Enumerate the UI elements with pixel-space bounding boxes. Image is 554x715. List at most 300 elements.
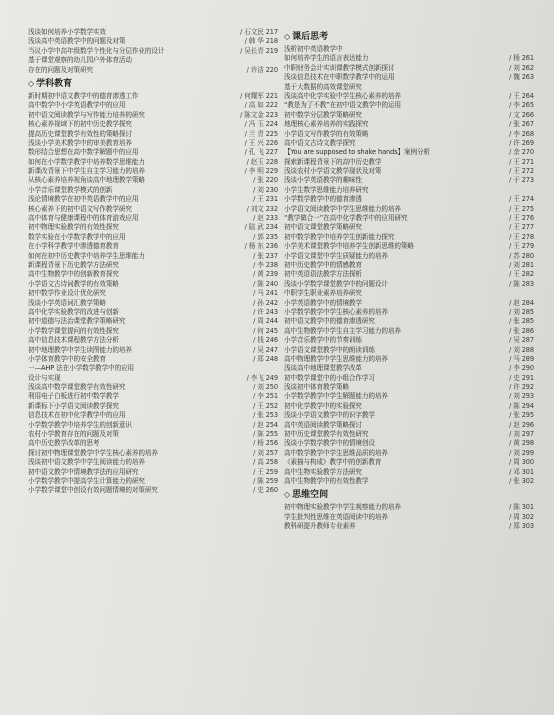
entry-title: 小学语文写作教学的有效策略 bbox=[284, 129, 369, 138]
entry-author-page: / 刘 281 bbox=[509, 260, 534, 269]
entry-author-page: / 王 272 bbox=[509, 167, 534, 176]
entry-author-page: / 赵 254 bbox=[253, 420, 278, 429]
toc-entry bbox=[28, 92, 278, 101]
entry-author-page: / 刘 262 bbox=[509, 63, 534, 72]
entry-title: “教学做合一”在高中化学教学中的应用研究 bbox=[284, 214, 408, 223]
toc-entry bbox=[284, 289, 534, 298]
entry-title: 浅谈农村小学语文教学现状及对策 bbox=[284, 167, 382, 176]
entry-title: 小学语文古诗词教学的有效策略 bbox=[28, 279, 119, 288]
entry-title: 初中化学教学中的实验探究 bbox=[284, 401, 362, 410]
toc-entry bbox=[28, 111, 278, 120]
toc-entry bbox=[28, 252, 278, 261]
diamond-icon: ◇ bbox=[284, 32, 291, 41]
toc-entry bbox=[28, 383, 278, 392]
entry-author-page: / 兰 青 225 bbox=[244, 129, 278, 138]
toc-entry bbox=[284, 223, 534, 232]
entry-author-page: / 郑 303 bbox=[509, 522, 534, 531]
entry-author-page: / 马 241 bbox=[253, 289, 278, 298]
entry-author-page: / 王 252 bbox=[253, 401, 278, 410]
entry-title: 小学生数学思维能力培养研究 bbox=[284, 185, 369, 194]
entry-author-page: / 吴 247 bbox=[253, 345, 278, 354]
toc-entry bbox=[284, 280, 534, 289]
entry-title: 新课改背景下中学生自主学习能力的培养 bbox=[28, 167, 145, 176]
entry-title: 初中英语语法教学方法探析 bbox=[284, 270, 362, 279]
toc-entry bbox=[284, 54, 534, 63]
entry-author-page: / 王 278 bbox=[509, 232, 534, 241]
entry-author-page: / 许洁 220 bbox=[246, 65, 278, 74]
toc-entry bbox=[28, 374, 278, 383]
entry-author-page: / 刘文 232 bbox=[246, 204, 278, 213]
entry-author-page: / 许 292 bbox=[509, 383, 534, 392]
toc-entry bbox=[284, 299, 534, 308]
entry-author-page: / 王 276 bbox=[509, 214, 534, 223]
entry-author-page: / 杨 256 bbox=[253, 439, 278, 448]
toc-entry bbox=[284, 411, 534, 420]
toc-entry bbox=[284, 92, 534, 101]
entry-author-page: / 刘 299 bbox=[509, 448, 534, 457]
toc-entry bbox=[28, 439, 278, 448]
toc-entry bbox=[28, 270, 278, 279]
entry-title: 中职学生职业素养培养研究 bbox=[284, 289, 362, 298]
entry-author-page: / 赵 233 bbox=[253, 214, 278, 223]
entry-author-page: / 赵 284 bbox=[509, 298, 534, 307]
entry-author-page: / 周 300 bbox=[509, 458, 534, 467]
toc-entry bbox=[28, 430, 278, 439]
entry-title: 小学英语教学中的情境教学 bbox=[284, 298, 362, 307]
toc-entry bbox=[284, 214, 534, 223]
right-column bbox=[284, 28, 534, 532]
toc-entry bbox=[28, 158, 278, 167]
section-heading-after-class: ◇ 课后思考 bbox=[284, 32, 329, 42]
entry-title: 小学数学课堂提问的有效性探究 bbox=[28, 326, 119, 335]
entry-title: 基于大数据的高效课堂研究 bbox=[284, 82, 362, 91]
toc-entry bbox=[28, 355, 278, 364]
entry-title: 浅谈小学数学教学中的情境创设 bbox=[284, 439, 375, 448]
entry-title: 浅论情境教学在初中英语教学中的应用 bbox=[28, 195, 139, 204]
entry-author-page: / 李飞 249 bbox=[246, 373, 278, 382]
entry-author-page: / 黄 298 bbox=[509, 439, 534, 448]
entry-author-page: / 王 277 bbox=[509, 223, 534, 232]
toc-entry bbox=[28, 101, 278, 110]
entry-author-page: / 许 243 bbox=[253, 307, 278, 316]
entry-title: 高中体育与健康课程中的体育游戏应用 bbox=[28, 214, 139, 223]
entry-title: 浅谈小学语文教学中的识字教学 bbox=[284, 411, 375, 420]
entry-title: 小学数学教学中学生核心素养的培养 bbox=[284, 307, 388, 316]
toc-entry bbox=[284, 167, 534, 176]
entry-author-page: / 李 238 bbox=[253, 260, 278, 269]
toc-entry bbox=[28, 130, 278, 139]
toc-entry bbox=[284, 252, 534, 261]
toc-entry bbox=[284, 317, 534, 326]
toc-entry bbox=[28, 120, 278, 129]
entry-title: 初中地理教学中学生读图能力的培养 bbox=[28, 345, 132, 354]
entry-title: 学生批判性思维在英语阅读中的培养 bbox=[284, 512, 388, 521]
entry-title: 高中数学中小学英语教学中的应用 bbox=[28, 101, 126, 110]
entry-title: 当议小学中高年级数学个性化与分层作业的设计 bbox=[28, 46, 165, 55]
entry-author-page: / 刘 230 bbox=[253, 185, 278, 194]
entry-author-page: / 赵玉 228 bbox=[246, 157, 278, 166]
toc-entry bbox=[28, 308, 278, 317]
entry-author-page: / 刘 250 bbox=[253, 383, 278, 392]
entry-title: 中职财务会计实训课教学模式创新探讨 bbox=[284, 63, 395, 72]
toc-entry bbox=[284, 336, 534, 345]
toc-entry bbox=[28, 37, 278, 46]
entry-author-page: / 张 295 bbox=[509, 411, 534, 420]
entry-author-page: / 李 265 bbox=[509, 101, 534, 110]
toc-entry bbox=[284, 513, 534, 522]
toc-entry bbox=[28, 402, 278, 411]
entry-author-page: / 许 269 bbox=[509, 138, 534, 147]
toc-entry bbox=[28, 205, 278, 214]
entry-title: 初中数学作业设计优化研究 bbox=[28, 289, 106, 298]
entry-author-page: / 王 274 bbox=[509, 195, 534, 204]
entry-author-page: / 魏 263 bbox=[509, 73, 534, 82]
entry-title: 高中生物实验教学方法研究 bbox=[284, 467, 362, 476]
entry-author-page: / 高 258 bbox=[253, 458, 278, 467]
toc-entry bbox=[28, 28, 278, 37]
entry-author-page: / 张 253 bbox=[253, 411, 278, 420]
entry-author-page: / 杨 东 236 bbox=[244, 242, 278, 251]
toc-entry bbox=[28, 167, 278, 176]
entry-title: 初中数学课堂中的小组合作学习 bbox=[284, 373, 375, 382]
toc-entry bbox=[284, 205, 534, 214]
entry-author-page: / 王 279 bbox=[509, 242, 534, 251]
entry-author-page: / 陈 283 bbox=[509, 279, 534, 288]
toc-entry bbox=[284, 327, 534, 336]
toc-entry bbox=[28, 66, 278, 75]
entry-author-page: / 石文民 217 bbox=[240, 28, 278, 36]
entry-title: “教是为了不教”在初中语文教学中的运用 bbox=[284, 101, 402, 110]
continued-entries bbox=[284, 317, 534, 486]
entry-title: 高中生物教学中的创新教育探究 bbox=[28, 270, 119, 279]
entry-title: 浅谈小学美术教学中的审美教育培养 bbox=[28, 138, 132, 147]
entry-author-page: / 张 302 bbox=[509, 476, 534, 485]
toc-entry bbox=[28, 477, 278, 486]
toc-entry bbox=[284, 139, 534, 148]
entry-author-page: / 王 264 bbox=[509, 91, 534, 100]
entry-author-page: / 马 289 bbox=[509, 354, 534, 363]
entry-author-page: / 陈 255 bbox=[253, 430, 278, 439]
entry-title: 高中化学实验教学的改进与创新 bbox=[28, 307, 119, 316]
toc-entry bbox=[284, 308, 534, 317]
entry-title: 浅谈小学英语教学的趣味性 bbox=[284, 176, 362, 185]
entry-author-page: / 刘 285 bbox=[509, 307, 534, 316]
toc-entry bbox=[28, 280, 278, 289]
entry-title: 浅谈如何培养小学数学实效 bbox=[28, 28, 106, 36]
entry-author-page: / 李 251 bbox=[253, 392, 278, 401]
entry-author-page: / 钱 246 bbox=[253, 336, 278, 345]
toc-entry bbox=[284, 374, 534, 383]
toc-entry bbox=[28, 139, 278, 148]
entry-title: 提高历史课堂教学有效性的策略探讨 bbox=[28, 129, 132, 138]
toc-entry bbox=[28, 223, 278, 232]
entry-title: 基于课堂观察的幼儿园户外体育活动 bbox=[28, 56, 132, 65]
entry-author-page: / 王 271 bbox=[509, 157, 534, 166]
entry-author-page: / 刘 297 bbox=[509, 430, 534, 439]
entry-title: 核心素养视域下的初中历史教学探究 bbox=[28, 120, 132, 129]
toc-entry bbox=[28, 299, 278, 308]
entry-title: 小学语文课堂中学生质疑能力的培养 bbox=[284, 251, 388, 260]
entry-title: 小学数学教学中提高学生计算能力的研究 bbox=[28, 476, 145, 485]
entry-author-page: / 王 275 bbox=[509, 204, 534, 213]
toc-entry bbox=[284, 468, 534, 477]
toc-entry bbox=[28, 242, 278, 251]
entry-title: 地理核心素养培养的实践探究 bbox=[284, 120, 369, 129]
entry-author-page: / 刘 293 bbox=[509, 392, 534, 401]
entry-author-page: / 李 290 bbox=[509, 364, 534, 373]
entry-author-page: / 赵 296 bbox=[509, 420, 534, 429]
entry-title: 浅谈信息技术在中职数学教学中的运用 bbox=[284, 73, 395, 82]
toc-entry bbox=[28, 176, 278, 185]
entry-title: 初中历史课堂教学有效性研究 bbox=[284, 430, 369, 439]
entry-author-page: / 王 259 bbox=[253, 467, 278, 476]
entry-author-page: / 韩 华 218 bbox=[244, 37, 278, 46]
entry-author-page: / 张 237 bbox=[253, 251, 278, 260]
entry-title: 高中语文古诗文教学探究 bbox=[284, 138, 356, 147]
entry-author-page: / 王 兴 226 bbox=[244, 138, 278, 147]
entry-author-page: / 周 244 bbox=[253, 317, 278, 326]
entry-title: 高中英语阅读教学策略探讨 bbox=[284, 420, 362, 429]
entry-author-page: / 高 如 222 bbox=[244, 101, 278, 110]
entry-author-page: / 周 302 bbox=[509, 512, 534, 521]
toc-entry bbox=[284, 477, 534, 486]
entry-author-page: / 史 291 bbox=[509, 373, 534, 382]
entry-title: 数学实验在小学数学教学中的应用 bbox=[28, 232, 126, 241]
entry-title: 设计与实现 bbox=[28, 373, 61, 382]
entry-author-page: / 文 266 bbox=[509, 110, 534, 119]
left-column bbox=[28, 28, 278, 496]
entry-title: 初中语文阅读教学与写作能力培养的研究 bbox=[28, 110, 145, 119]
entry-author-page: / 余 270 bbox=[509, 148, 534, 157]
entry-title: 浅析初中英语教学中 bbox=[284, 45, 343, 53]
entry-author-page: / 陈 301 bbox=[509, 503, 534, 512]
entry-title: 【You are supposed to shake hands】案例分析 bbox=[284, 148, 431, 157]
entry-title: 初中道德与法治课堂教学策略研究 bbox=[28, 317, 126, 326]
thinking-space-entries bbox=[284, 503, 534, 531]
entry-title: 在小学科学教学中渗透德育教育 bbox=[28, 242, 119, 251]
toc-entry bbox=[284, 503, 534, 512]
toc-entry bbox=[284, 83, 534, 92]
entry-title: 小学数学教学中学生解题能力的培养 bbox=[284, 392, 388, 401]
entry-title: 小学语文阅读教学中学生思维能力的培养 bbox=[284, 204, 401, 213]
entry-title: 探索新课程背景下的高中历史教学 bbox=[284, 157, 382, 166]
toc-entry bbox=[28, 289, 278, 298]
toc-entry bbox=[28, 195, 278, 204]
toc-entry bbox=[284, 383, 534, 392]
toc-entry bbox=[28, 364, 278, 373]
entry-author-page: / 陈 240 bbox=[253, 279, 278, 288]
entry-title: 新时期初中语文教学中的德育渗透工作 bbox=[28, 91, 139, 100]
toc-entry bbox=[284, 364, 534, 373]
entry-author-page: / 史 260 bbox=[253, 486, 278, 495]
entry-author-page: / 何耀军 221 bbox=[240, 91, 278, 100]
entry-author-page: / 张 267 bbox=[509, 120, 534, 129]
toc-entry bbox=[284, 195, 534, 204]
entry-title: 浅谈初中体育教学策略 bbox=[284, 383, 349, 392]
entry-title: 初中数学教学中培养学生创新能力探究 bbox=[284, 232, 395, 241]
toc-entry bbox=[284, 261, 534, 270]
toc-entry bbox=[284, 73, 534, 82]
entry-author-page: / 吴 287 bbox=[509, 336, 534, 345]
entry-title: 新课程背景下历史教学方法研究 bbox=[28, 260, 119, 269]
toc-entry bbox=[28, 327, 278, 336]
entry-author-page: / 刘 257 bbox=[253, 448, 278, 457]
entry-author-page: / 苏 280 bbox=[509, 251, 534, 260]
toc-entry bbox=[28, 214, 278, 223]
diamond-icon: ◇ bbox=[284, 490, 291, 500]
toc-entry bbox=[284, 522, 534, 531]
toc-entry bbox=[28, 186, 278, 195]
entry-title: 教科研提升教师专业素养 bbox=[284, 522, 356, 531]
entry-author-page: / 郑 248 bbox=[253, 354, 278, 363]
toc-entry bbox=[284, 176, 534, 185]
entry-author-page: / 何 245 bbox=[253, 326, 278, 335]
entry-title: 利用电子白板进行初中数学教学 bbox=[28, 392, 119, 401]
entry-author-page: / 陈 294 bbox=[509, 401, 534, 410]
toc-entry bbox=[28, 346, 278, 355]
entry-author-page: / 吴长青 219 bbox=[240, 46, 278, 55]
toc-entry bbox=[284, 101, 534, 110]
toc-entry bbox=[28, 421, 278, 430]
entry-title: 初中语文教学中情境教学法的应用研究 bbox=[28, 467, 139, 476]
toc-entry bbox=[284, 270, 534, 279]
toc-entry bbox=[28, 317, 278, 326]
entry-title: 初中物理实验教学的有效性探究 bbox=[28, 223, 119, 232]
entry-title: 《素描与构成》教学中的创新教育 bbox=[284, 458, 382, 467]
after-class-entries bbox=[284, 45, 534, 317]
entry-title: 探讨初中物理课堂教学中学生核心素养的培养 bbox=[28, 448, 158, 457]
entry-title: 初中历史教学中的情感教育 bbox=[284, 260, 362, 269]
toc-entry bbox=[284, 130, 534, 139]
toc-entry bbox=[284, 120, 534, 129]
entry-title: 数形结合思想在高中数学解题中的应用 bbox=[28, 148, 139, 157]
toc-entry bbox=[28, 468, 278, 477]
toc-entry bbox=[28, 148, 278, 157]
entry-author-page: / 张 220 bbox=[253, 176, 278, 185]
toc-entry bbox=[284, 64, 534, 73]
entry-title: 浅谈高中数学课堂教学有效性研究 bbox=[28, 383, 126, 392]
entry-title: 高中生物教学中学生自主学习能力的培养 bbox=[284, 326, 401, 335]
entry-title: 小学数学教学中的德育渗透 bbox=[284, 195, 362, 204]
entry-title: 如何培养学生的语言表达能力 bbox=[284, 54, 369, 63]
subject-education-entries bbox=[28, 92, 278, 496]
entry-title: 高中生物教学中的有效性教学 bbox=[284, 476, 369, 485]
toc-entry bbox=[28, 233, 278, 242]
entry-title: 如何在小学数学教学中培养数学思维能力 bbox=[28, 157, 145, 166]
section-heading-thinking-space: ◇ 思维空间 bbox=[284, 490, 329, 501]
entry-title: 浅谈小学数学课堂教学中的问题设计 bbox=[284, 279, 388, 288]
toc-entry bbox=[284, 430, 534, 439]
toc-entry bbox=[28, 486, 278, 495]
entry-author-page: / 王 282 bbox=[509, 270, 534, 279]
entry-title: 新课标下小学语文阅读教学探究 bbox=[28, 401, 119, 410]
entry-title: 高中数学教学中学生思维品质的培养 bbox=[284, 448, 388, 457]
toc-entry bbox=[284, 439, 534, 448]
entry-title: 农村小学教育存在的问题及对策 bbox=[28, 430, 119, 439]
toc-entry bbox=[28, 411, 278, 420]
entry-author-page: / 陈文金 223 bbox=[240, 110, 278, 119]
entry-title: 初中物理实验教学中学生观察能力的培养 bbox=[284, 503, 401, 512]
entry-title: 初中语文教学中的德育渗透研究 bbox=[284, 317, 375, 326]
toc-entry bbox=[28, 47, 278, 56]
toc-entry bbox=[284, 45, 534, 54]
entry-title: 从核心素养培养视角谈高中地理教学策略 bbox=[28, 176, 145, 185]
entry-author-page: / 刘 288 bbox=[509, 345, 534, 354]
toc-entry bbox=[284, 449, 534, 458]
entry-title: 小学数学课堂中创设有效问题情境的对策研究 bbox=[28, 486, 158, 495]
toc-entry bbox=[284, 158, 534, 167]
toc-entry bbox=[284, 402, 534, 411]
toc-entry bbox=[28, 458, 278, 467]
entry-author-page: / 张 285 bbox=[509, 317, 534, 326]
entry-title: 小学音乐课堂教学模式的创新 bbox=[28, 185, 113, 194]
left-top-entries bbox=[28, 28, 278, 75]
entry-author-page: / 杨 261 bbox=[509, 54, 534, 63]
entry-title: 核心素养下的初中语文写作教学研究 bbox=[28, 204, 132, 213]
toc-entry bbox=[284, 346, 534, 355]
toc-entry bbox=[284, 233, 534, 242]
entry-author-page: / 王 231 bbox=[253, 195, 278, 204]
entry-author-page: / 陆 武 234 bbox=[244, 223, 278, 232]
entry-title: 高中信息技术课程教学方法分析 bbox=[28, 336, 119, 345]
entry-title: 浅谈高中英语教学中的问题及对策 bbox=[28, 37, 126, 46]
toc-entry bbox=[284, 392, 534, 401]
entry-title: 小学体育教学中的安全教育 bbox=[28, 354, 106, 363]
entry-title: 浅谈高中化学实验中学生核心素养的培养 bbox=[284, 91, 401, 100]
entry-title: 浅谈高中地理课堂教学改革 bbox=[284, 364, 362, 373]
entry-title: 小学数学教学中培养学生的创新意识 bbox=[28, 420, 132, 429]
entry-title: 小学美术课堂教学中培养学生创新思维的策略 bbox=[284, 242, 414, 251]
toc-entry bbox=[284, 111, 534, 120]
entry-author-page: / 邓 301 bbox=[509, 467, 534, 476]
entry-title: 初中语文课堂教学策略研究 bbox=[284, 223, 362, 232]
entry-author-page: / 郭 235 bbox=[253, 232, 278, 241]
entry-title: 如何在初中历史教学中培养学生思维能力 bbox=[28, 251, 145, 260]
entry-author-page: / 于 273 bbox=[509, 176, 534, 185]
entry-title: 一—AHP 法在小学数学教学中的应用 bbox=[28, 364, 135, 373]
entry-author-page: / 冯 玉 224 bbox=[244, 120, 278, 129]
entry-author-page: / 孙 242 bbox=[253, 298, 278, 307]
entry-title: 初中数学分层教学策略研究 bbox=[284, 110, 362, 119]
entry-author-page: / 黄 239 bbox=[253, 270, 278, 279]
entry-author-page: / 李 明 229 bbox=[244, 167, 278, 176]
toc-entry bbox=[284, 242, 534, 251]
entry-title: 浅谈初中语文教学中学生阅读能力的培养 bbox=[28, 458, 145, 467]
toc-entry bbox=[28, 56, 278, 65]
entry-author-page: / 孔 飞 227 bbox=[244, 148, 278, 157]
entry-title: 高中历史教学改革的思考 bbox=[28, 439, 100, 448]
toc-entry bbox=[28, 392, 278, 401]
toc-entry bbox=[28, 449, 278, 458]
entry-title: 浅谈小学英语词汇教学策略 bbox=[28, 298, 106, 307]
entry-author-page: / 陈 259 bbox=[253, 476, 278, 485]
entry-title: 存在的问题及对策研究 bbox=[28, 65, 93, 74]
entry-author-page: / 张 286 bbox=[509, 326, 534, 335]
entry-title: 小学音乐教学中的节奏训练 bbox=[284, 336, 362, 345]
toc-entry bbox=[284, 458, 534, 467]
toc-entry bbox=[284, 186, 534, 195]
toc-entry bbox=[284, 148, 534, 157]
toc-entry bbox=[284, 355, 534, 364]
toc-entry bbox=[284, 421, 534, 430]
toc-entry bbox=[28, 336, 278, 345]
entry-title: 高中物理教学中学生思维能力的培养 bbox=[284, 354, 388, 363]
entry-author-page: / 李 268 bbox=[509, 129, 534, 138]
diamond-icon: ◇ bbox=[28, 78, 35, 88]
toc-entry bbox=[28, 261, 278, 270]
entry-title: 信息技术在初中化学教学中的应用 bbox=[28, 411, 126, 420]
entry-title: 小学语文课堂教学中的朗读训练 bbox=[284, 345, 375, 354]
